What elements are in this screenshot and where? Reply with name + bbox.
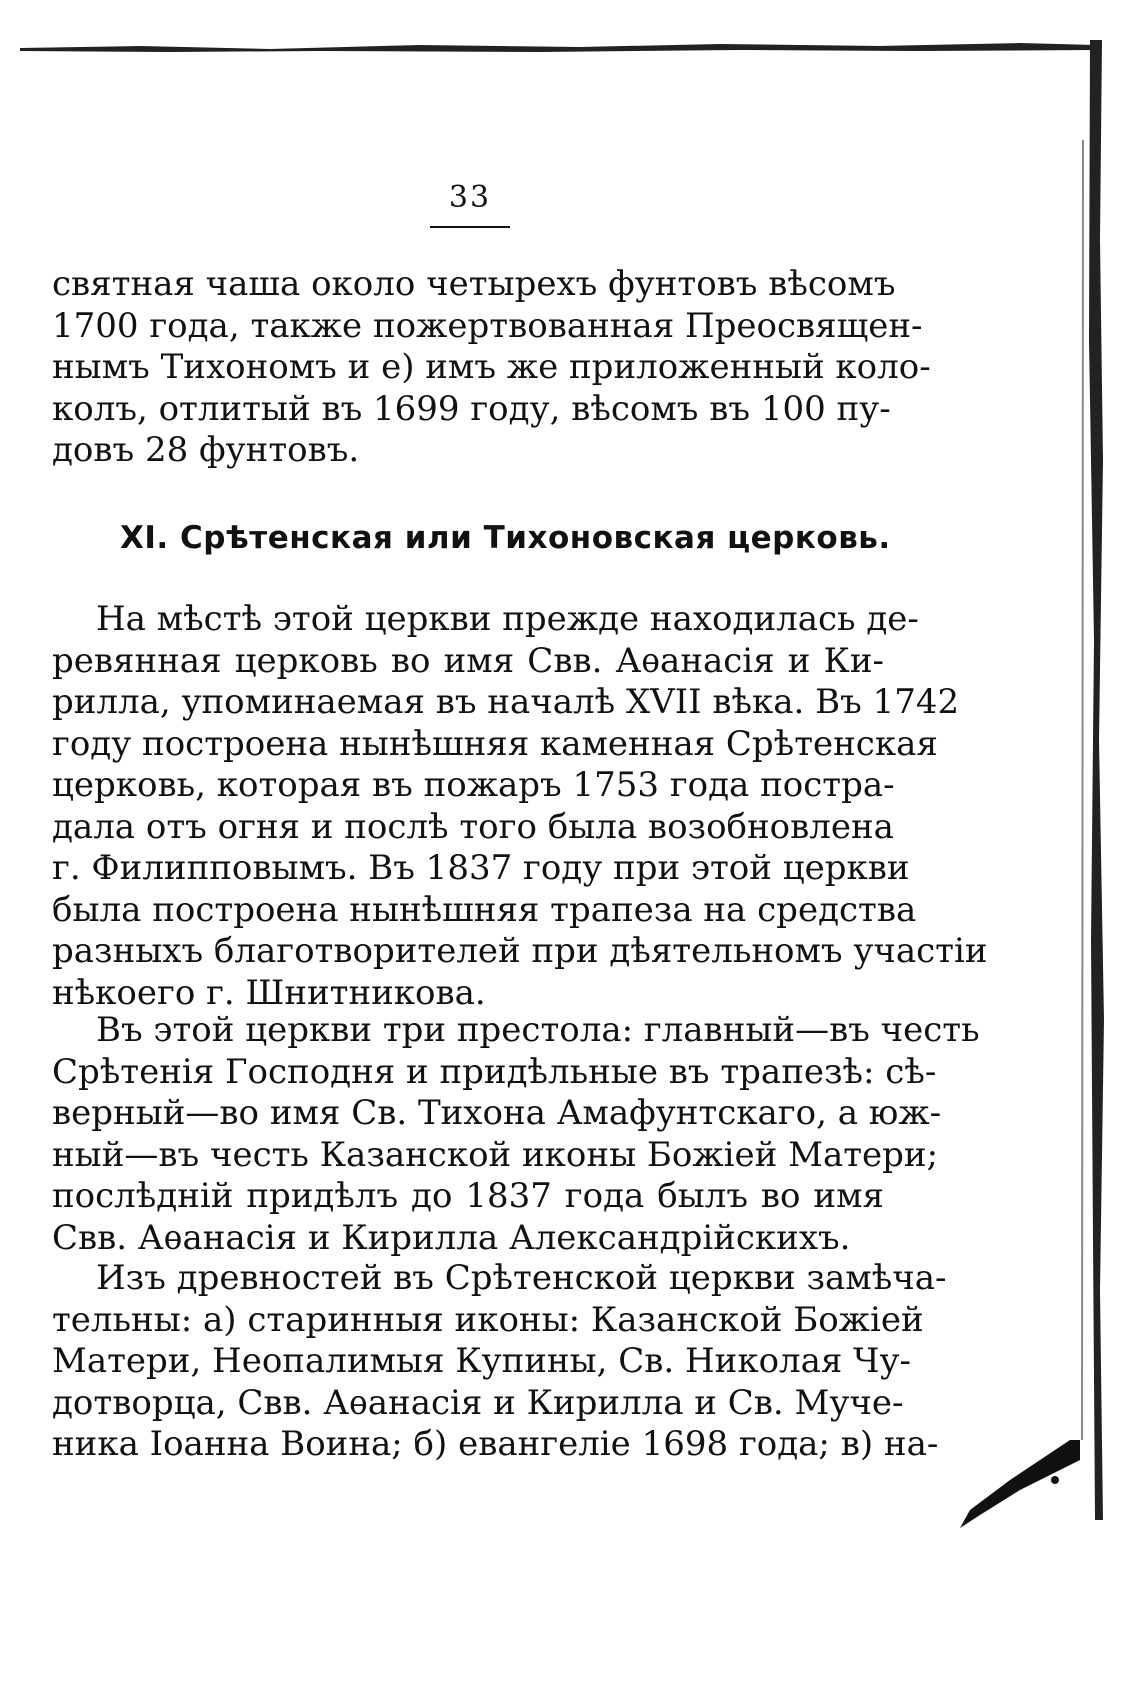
text-line: довъ 28 фунтовъ. [52,430,360,470]
text-line: Свв. Аѳанасія и Кирилла Александрійскихъ. [52,1217,851,1258]
paragraph-2 [52,599,988,1014]
text-line: святная чаша около четырехъ фунтовъ вѣсомъ [52,264,896,304]
text-line: году построена нынѣшняя каменная Срѣтенская [52,723,938,764]
paragraph-3 [52,1010,980,1259]
text-line: ревянная церковь во имя Свв. Аѳанасія и Ки- [52,640,884,681]
text-line: Изъ древностей въ Срѣтенской церкви замѣча- [96,1258,947,1298]
text-line: ника Іоанна Воина; б) евангеліе 1698 года; в) на- [52,1424,939,1464]
text-line: На мѣстѣ этой церкви прежде находилась де- [96,599,919,639]
text-line: нымъ Тихономъ и е) имъ же приложенный коло- [52,347,931,387]
text-line: г. Филипповымъ. Въ 1837 году при этой церкви [52,848,910,888]
page-number-rule [430,226,510,228]
text-line: была построена нынѣшняя трапеза на средства [52,889,917,930]
paragraph-1 [52,264,931,472]
text-line: верный—во имя Св. Тихона Амафунтскаго, а юж- [52,1093,942,1133]
text-line: Срѣтенія Господня и придѣльные въ трапезѣ: сѣ- [52,1051,937,1092]
text-line: 1700 года, также пожертвованная Преосвящен- [52,305,923,346]
section-heading: XI. Срѣтенская или Тихоновская церковь. [120,520,891,556]
scan-edge-top [20,40,1095,54]
text-line: ный—въ честь Казанской иконы Божіей Матери; [52,1134,939,1175]
text-line: разныхъ благотворителей при дѣятельномъ участіи [52,931,988,971]
paragraph-4 [52,1258,947,1466]
text-line: дотворца, Свв. Аѳанасія и Кирилла и Св. Муче- [52,1382,904,1423]
scan-corner-mark [960,1440,1080,1530]
text-line: Въ этой церкви три престола: главный—въ честь [96,1010,980,1050]
text-line: рилла, упоминаемая въ началѣ XVII вѣка. Въ 1742 [52,682,960,722]
scan-edge-right [1080,40,1108,1520]
text-line: церковь, которая въ пожаръ 1753 года постра- [52,765,895,805]
page-number: 33 [448,180,492,215]
text-line: дала отъ огня и послѣ того была возобновлена [52,806,894,847]
text-line: тельны: а) старинныя иконы: Казанской Божіей [52,1299,924,1340]
text-line: нѣкоего г. Шнитникова. [52,972,486,1013]
text-line: Матери, Неопалимыя Купины, Св. Николая Чу- [52,1341,911,1381]
text-line: послѣдній придѣлъ до 1837 года былъ во имя [52,1176,884,1216]
text-line: колъ, отлитый въ 1699 году, вѣсомъ въ 100 пу- [52,388,891,429]
